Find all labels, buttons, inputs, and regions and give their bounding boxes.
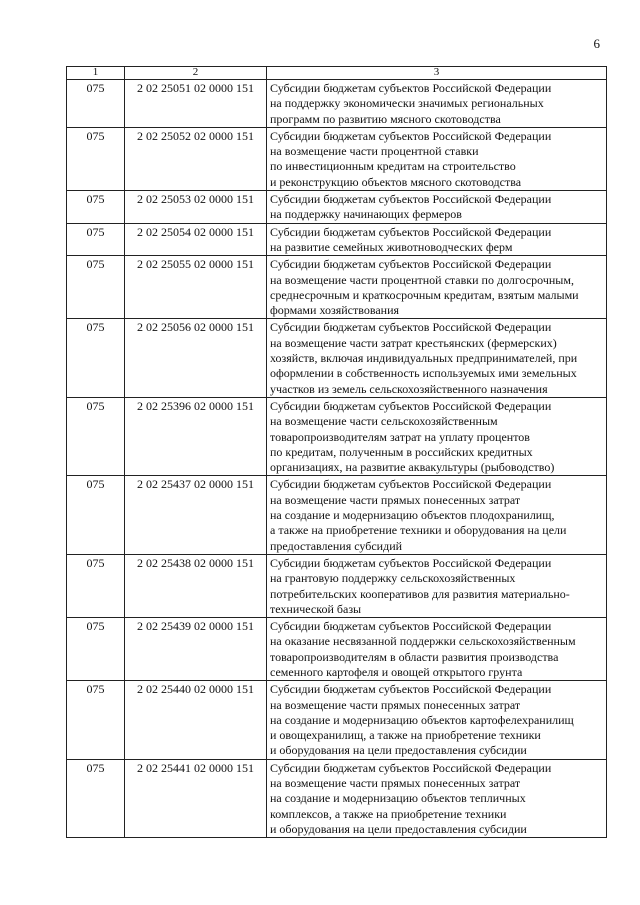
description-cell	[267, 618, 607, 681]
table-row	[67, 319, 607, 397]
description-line: на возмещение части процентной ставки	[270, 144, 479, 159]
budget-code-cell: 2 02 25440 02 0000 151	[125, 681, 267, 759]
admin-code-cell: 075	[67, 223, 125, 256]
description-line: и оборудования на цели предоставления субсидии	[270, 743, 527, 758]
description-line: товаропроизводителям затрат на уплату процентов	[270, 429, 530, 444]
budget-code-cell: 2 02 25439 02 0000 151	[125, 618, 267, 681]
budget-code-cell: 2 02 25396 02 0000 151	[125, 397, 267, 475]
table-row	[67, 476, 607, 554]
description-line: среднесрочным и краткосрочным кредитам, взятым малыми	[270, 287, 579, 302]
admin-code-cell: 075	[67, 256, 125, 319]
budget-code-cell: 2 02 25056 02 0000 151	[125, 319, 267, 397]
description-line: оформлении в собственность используемых ими земельных	[270, 366, 577, 381]
budget-code-cell: 2 02 25438 02 0000 151	[125, 554, 267, 617]
description-line: программ по развитию мясного скотоводства	[270, 111, 501, 126]
description-cell	[267, 476, 607, 554]
admin-code-cell: 075	[67, 554, 125, 617]
table-row	[67, 223, 607, 256]
table-row	[67, 759, 607, 837]
description-line: на возмещение части прямых понесенных затрат	[270, 776, 521, 791]
page-number: 6	[593, 36, 600, 51]
budget-code-cell: 2 02 25054 02 0000 151	[125, 223, 267, 256]
description-line: на грантовую поддержку сельскохозяйственных	[270, 571, 516, 586]
description-cell	[267, 191, 607, 224]
admin-code-cell: 075	[67, 80, 125, 128]
column-header-3: 3	[267, 67, 607, 80]
description-line: на создание и модернизацию объектов тепличных	[270, 791, 526, 806]
table-header	[67, 67, 607, 80]
description-line: Субсидии бюджетам субъектов Российской Федерации	[270, 320, 552, 335]
table-row	[67, 256, 607, 319]
description-line: предоставления субсидий	[270, 538, 403, 553]
header-row	[67, 67, 607, 80]
description-cell	[267, 256, 607, 319]
description-line: организациях, на развитие аквакультуры (рыбоводство)	[270, 460, 555, 475]
description-line: и оборудования на цели предоставления субсидии	[270, 821, 527, 836]
description-line: по кредитам, полученным в российских кредитных	[270, 444, 533, 459]
description-cell	[267, 80, 607, 128]
description-cell	[267, 681, 607, 759]
description-line: Субсидии бюджетам субъектов Российской Федерации	[270, 398, 552, 413]
description-line: семенного картофеля и овощей открытого грунта	[270, 664, 523, 679]
description-line: на развитие семейных животноводческих ферм	[270, 239, 513, 254]
budget-code-cell: 2 02 25051 02 0000 151	[125, 80, 267, 128]
admin-code-cell: 075	[67, 476, 125, 554]
table-row	[67, 127, 607, 190]
description-line: товаропроизводителям в области развития производства	[270, 649, 559, 664]
description-line: Субсидии бюджетам субъектов Российской Федерации	[270, 682, 552, 697]
admin-code-cell: 075	[67, 191, 125, 224]
description-line: Субсидии бюджетам субъектов Российской Федерации	[270, 555, 552, 570]
description-cell	[267, 319, 607, 397]
description-line: на возмещение части затрат крестьянских (фермерских)	[270, 335, 557, 350]
table-row	[67, 191, 607, 224]
description-line: Субсидии бюджетам субъектов Российской Федерации	[270, 224, 552, 239]
table-row	[67, 397, 607, 475]
description-line: Субсидии бюджетам субъектов Российской Федерации	[270, 128, 552, 143]
description-line: на создание и модернизацию объектов картофелехранилищ	[270, 712, 574, 727]
description-line: хозяйств, включая индивидуальных предпринимателей, при	[270, 351, 578, 366]
description-line: по инвестиционным кредитам на строительство	[270, 159, 516, 174]
column-header-2: 2	[125, 67, 267, 80]
description-line: технической базы	[270, 601, 362, 616]
budget-code-cell: 2 02 25055 02 0000 151	[125, 256, 267, 319]
description-line: Субсидии бюджетам субъектов Российской Федерации	[270, 81, 552, 95]
description-line: а также на приобретение техники и оборудования на цели	[270, 523, 567, 538]
description-line: и овощехранилищ, а также на приобретение техники	[270, 728, 541, 743]
description-line: участков из земель сельскохозяйственного назначения	[270, 381, 548, 396]
admin-code-cell: 075	[67, 618, 125, 681]
budget-code-cell: 2 02 25441 02 0000 151	[125, 759, 267, 837]
budget-codes-table	[66, 66, 607, 838]
description-cell	[267, 397, 607, 475]
description-line: на возмещение части процентной ставки по долгосрочным,	[270, 272, 574, 287]
description-cell	[267, 759, 607, 837]
description-line: комплексов, а также на приобретение техники	[270, 806, 507, 821]
admin-code-cell: 075	[67, 127, 125, 190]
description-line: и реконструкцию объектов мясного скотоводства	[270, 174, 522, 189]
admin-code-cell: 075	[67, 759, 125, 837]
admin-code-cell: 075	[67, 319, 125, 397]
table-body	[67, 80, 607, 838]
description-line: на возмещение части прямых понесенных затрат	[270, 697, 521, 712]
description-line: Субсидии бюджетам субъектов Российской Федерации	[270, 760, 552, 775]
description-line: Субсидии бюджетам субъектов Российской Федерации	[270, 257, 552, 272]
description-line: формами хозяйствования	[270, 303, 400, 318]
budget-code-cell: 2 02 25053 02 0000 151	[125, 191, 267, 224]
description-line: Субсидии бюджетам субъектов Российской Федерации	[270, 619, 552, 634]
table-row	[67, 681, 607, 759]
description-line: на поддержку начинающих фермеров	[270, 207, 462, 222]
description-line: на возмещение части сельскохозяйственным	[270, 414, 498, 429]
description-line: потребительских кооперативов для развития материально-	[270, 586, 570, 601]
description-cell	[267, 554, 607, 617]
description-line: на оказание несвязанной поддержки сельскохозяйственным	[270, 634, 576, 649]
table-row	[67, 554, 607, 617]
admin-code-cell: 075	[67, 397, 125, 475]
table-row	[67, 80, 607, 128]
column-header-1: 1	[67, 67, 125, 80]
description-cell	[267, 127, 607, 190]
description-line: на поддержку экономически значимых региональных	[270, 96, 544, 111]
budget-code-cell: 2 02 25052 02 0000 151	[125, 127, 267, 190]
description-line: на возмещение части прямых понесенных затрат	[270, 492, 521, 507]
description-line: Субсидии бюджетам субъектов Российской Федерации	[270, 477, 552, 492]
table-row	[67, 618, 607, 681]
budget-code-cell: 2 02 25437 02 0000 151	[125, 476, 267, 554]
description-line: на создание и модернизацию объектов плодохранилищ,	[270, 508, 555, 523]
description-line: Субсидии бюджетам субъектов Российской Федерации	[270, 192, 552, 207]
description-cell	[267, 223, 607, 256]
admin-code-cell: 075	[67, 681, 125, 759]
